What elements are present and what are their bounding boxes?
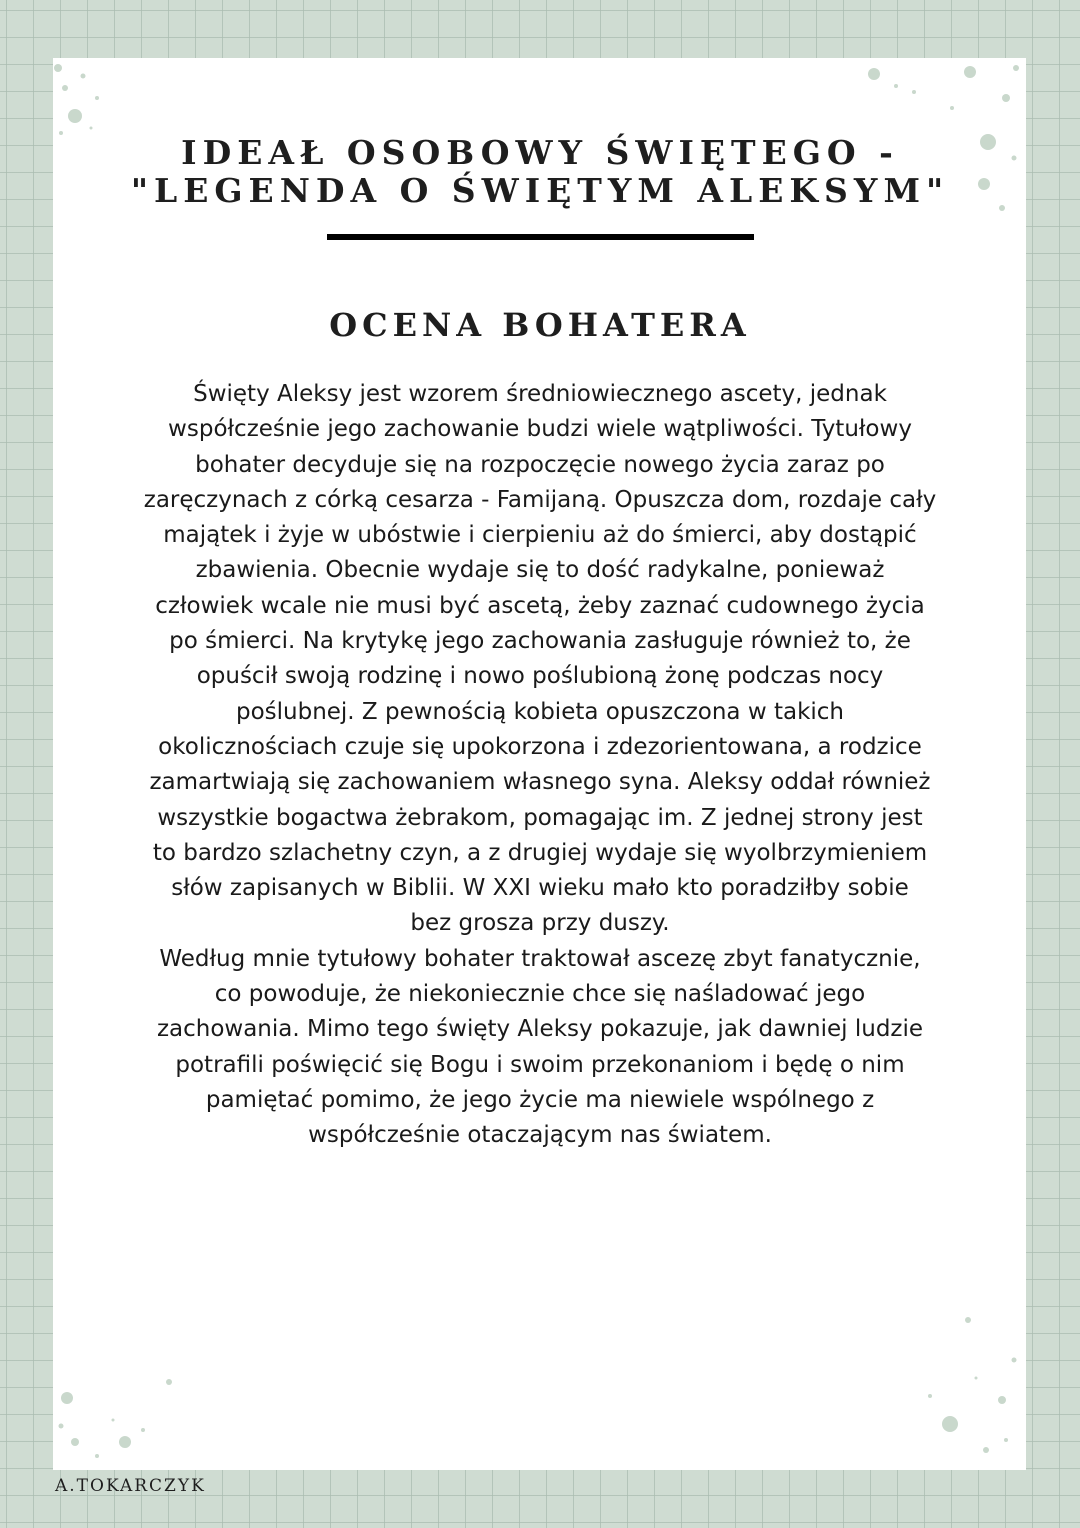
- body-line: zamartwiają się zachowaniem własnego syna. Aleksy oddał również: [149, 769, 931, 796]
- body-line: współcześnie otaczającym nas światem.: [308, 1122, 772, 1149]
- body-line: zaręczynach z córką cesarza - Famijaną. Opuszcza dom, rozdaje cały: [143, 486, 937, 513]
- body-line: opuścił swoją rodzinę i nowo poślubioną żonę podczas nocy: [196, 663, 884, 690]
- body-line: zbawienia. Obecnie wydaje się to dość radykalne, ponieważ: [195, 557, 885, 584]
- body-line: co powoduje, że niekoniecznie chce się naśladować jego: [214, 981, 866, 1008]
- body-line: zachowania. Mimo tego święty Aleksy pokazuje, jak dawniej ludzie: [156, 1016, 924, 1043]
- body-line: poślubnej. Z pewnością kobieta opuszczona w takich: [235, 698, 845, 725]
- author-signature: A.TOKARCZYK: [55, 1476, 206, 1496]
- document-title: [0, 134, 1080, 210]
- body-line: bez grosza przy duszy.: [410, 910, 670, 937]
- body-line: wszystkie bogactwa żebrakom, pomagając im. Z jednej strony jest: [157, 804, 923, 831]
- splatter-bottom-left: [53, 1360, 183, 1470]
- body-paragraph: [90, 377, 990, 1154]
- body-line: to bardzo szlachetny czyn, a z drugiej wydaje się wyolbrzymieniem: [152, 839, 928, 866]
- splatter-bottom-right: [906, 1300, 1026, 1470]
- section-heading: OCENA BOHATERA: [329, 306, 751, 344]
- body-line: okolicznościach czuje się upokorzona i zdezorientowana, a rodzice: [158, 733, 922, 760]
- body-line: człowiek wcale nie musi być ascetą, żeby zaznać cudownego życia: [155, 592, 925, 619]
- body-line: współcześnie jego zachowanie budzi wiele wątpliwości. Tytułowy: [168, 416, 912, 443]
- title-line-1: IDEAŁ OSOBOWY ŚWIĘTEGO -: [181, 133, 899, 172]
- body-line: majątek i żyje w ubóstwie i cierpieniu aż do śmierci, aby dostąpić: [163, 522, 917, 549]
- title-line-2: "LEGENDA O ŚWIĘTYM ALEKSYM": [130, 171, 950, 210]
- body-line: pamiętać pomimo, że jego życie ma niewiele wspólnego z: [205, 1086, 875, 1113]
- body-line: po śmierci. Na krytykę jego zachowania zasługuje również to, że: [169, 628, 911, 655]
- title-underline: [327, 234, 754, 240]
- body-line: potrafili poświęcić się Bogu i swoim przekonaniom i będę o nim: [175, 1051, 905, 1078]
- body-line: Święty Aleksy jest wzorem średniowiecznego ascety, jednak: [193, 381, 887, 407]
- body-line: słów zapisanych w Biblii. W XXI wieku mało kto poradziłby sobie: [171, 875, 909, 902]
- body-line: bohater decyduje się na rozpoczęcie nowego życia zaraz po: [195, 451, 885, 478]
- body-line: Według mnie tytułowy bohater traktował ascezę zbyt fanatycznie,: [159, 945, 921, 972]
